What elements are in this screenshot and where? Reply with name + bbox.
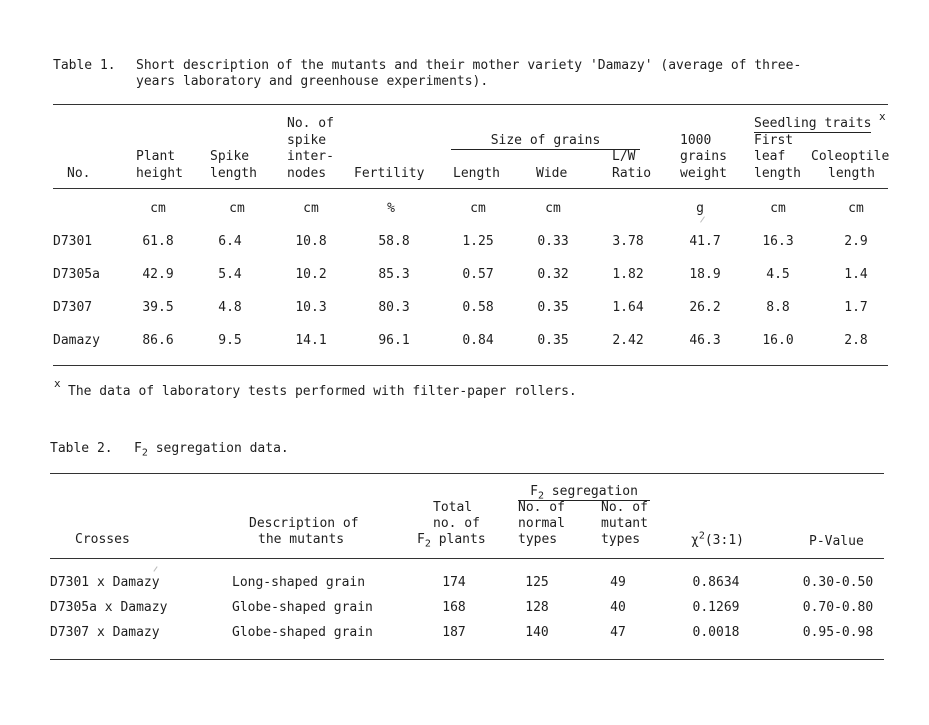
t2-total-f: F	[417, 532, 425, 547]
t1-header-seedling-mark: x	[879, 110, 886, 123]
table-cell: 85.3	[378, 267, 410, 282]
t2-header-normal-1: No. of	[518, 500, 565, 515]
t1-unit: cm	[229, 201, 245, 216]
t1-header-plant-2: height	[136, 166, 183, 181]
table1-top-rule	[53, 104, 888, 105]
t2-total-sub: 2	[424, 538, 431, 550]
table-cell: 140	[525, 625, 549, 640]
table-cell: 14.1	[295, 333, 327, 348]
t1-header-internodes-4: nodes	[287, 166, 327, 181]
table-cell: 39.5	[142, 300, 174, 315]
table-cell: 0.95-0.98	[802, 625, 874, 640]
t1-footnote: The data of laboratory tests performed with filter-paper rollers.	[68, 384, 577, 399]
table2-header-rule	[50, 558, 884, 559]
t1-header-seedling-traits: Seedling traits	[754, 116, 872, 131]
table-cell: 4.8	[218, 300, 242, 315]
table-cell: 10.8	[295, 234, 327, 249]
table-cell: 0.58	[462, 300, 494, 315]
t2-header-crosses: Crosses	[75, 532, 130, 547]
table-cell: D7307 x Damazy	[50, 625, 160, 640]
t1-header-lw-2: Ratio	[612, 166, 652, 181]
t1-header-lw-1: L/W	[612, 149, 636, 164]
t1-header-coleoptile-2: length	[828, 166, 875, 181]
table-cell: 1.64	[612, 300, 644, 315]
t2-total-plants: plants	[438, 532, 486, 547]
table-cell: 86.6	[142, 333, 174, 348]
table2-caption-title	[134, 441, 289, 457]
t1-header-wide: Wide	[536, 166, 568, 181]
table-cell: 5.4	[218, 267, 242, 282]
table-cell: 2.42	[612, 333, 644, 348]
t1-unit: %	[387, 201, 395, 216]
t1-header-length: Length	[453, 166, 500, 181]
table-cell: 168	[442, 600, 466, 615]
table-cell: 2.8	[844, 333, 868, 348]
table2-top-rule	[50, 473, 884, 474]
t2-caption-rest: segregation data.	[155, 441, 289, 456]
t1-header-spike-1: Spike	[210, 149, 250, 164]
table-cell: 8.8	[766, 300, 790, 315]
t2-header-chi	[691, 530, 744, 549]
t2-header-description-1: Description of	[249, 516, 359, 531]
t2-header-total-1: Total	[433, 500, 473, 515]
t1-footnote-mark: x	[54, 377, 61, 390]
t1-header-plant-1: Plant	[136, 149, 176, 164]
t1-unit: cm	[470, 201, 486, 216]
t1-header-spike-2: length	[210, 166, 257, 181]
table-cell: Globe-shaped grain	[232, 600, 373, 615]
table-cell: 3.78	[612, 234, 644, 249]
table-cell: Long-shaped grain	[232, 575, 366, 590]
table-cell: 6.4	[218, 234, 242, 249]
table2-caption-label: Table 2.	[50, 441, 113, 456]
table1-caption-line1: Short description of the mutants and their mother variety 'Damazy' (average of three-	[136, 58, 802, 73]
table-cell: 0.70-0.80	[802, 600, 874, 615]
table-cell: D7305a	[53, 267, 100, 282]
table-cell: 0.1269	[692, 600, 740, 615]
table-cell: 0.35	[537, 333, 569, 348]
t2-seg-rest: segregation	[551, 484, 638, 499]
table-cell: 0.84	[462, 333, 494, 348]
t1-header-weight-3: weight	[680, 166, 727, 181]
table-cell: 46.3	[689, 333, 721, 348]
t1-header-firstleaf-2: leaf	[754, 149, 786, 164]
table-cell: 18.9	[689, 267, 721, 282]
table-cell: D7301 x Damazy	[50, 575, 160, 590]
t2-seg-sub: 2	[537, 490, 544, 502]
t1-header-firstleaf-3: length	[754, 166, 801, 181]
t2-header-mutant-2: mutant	[601, 516, 648, 531]
t1-header-no: No.	[67, 166, 91, 181]
t1-header-weight-1: 1000	[680, 133, 712, 148]
table-cell: D7307	[53, 300, 93, 315]
t2-header-description-2: the mutants	[258, 532, 345, 547]
table-cell: 16.0	[762, 333, 794, 348]
t2-header-total-2: no. of	[433, 516, 480, 531]
table-cell: 96.1	[378, 333, 410, 348]
t1-header-internodes-3: inter-	[287, 149, 334, 164]
table-cell: 26.2	[689, 300, 721, 315]
t1-unit: cm	[848, 201, 864, 216]
table-cell: 174	[442, 575, 466, 590]
table-cell: 0.8634	[692, 575, 740, 590]
table-cell: 0.57	[462, 267, 494, 282]
table-cell: 125	[525, 575, 549, 590]
table-cell: 187	[442, 625, 466, 640]
table-cell: 0.0018	[692, 625, 740, 640]
t2-chi-rest: (3:1)	[704, 533, 744, 548]
t1-unit: cm	[303, 201, 319, 216]
t2-chi-sup: 2	[698, 530, 705, 542]
table-cell: 9.5	[218, 333, 242, 348]
table1-bottom-rule	[53, 365, 888, 366]
t1-unit: cm	[545, 201, 561, 216]
table1-caption-label: Table 1.	[53, 58, 116, 73]
table-cell: 1.7	[844, 300, 868, 315]
table-cell: 0.33	[537, 234, 569, 249]
t2-header-segregation	[518, 484, 650, 501]
table-cell: 0.35	[537, 300, 569, 315]
t1-header-coleoptile-1: Coleoptile	[811, 149, 890, 164]
t1-header-firstleaf-1: First	[754, 133, 794, 148]
table-cell: 1.82	[612, 267, 644, 282]
table-cell: 2.9	[844, 234, 868, 249]
t1-header-internodes-2: spike	[287, 133, 327, 148]
t2-header-mutant-1: No. of	[601, 500, 648, 515]
table-cell: 0.30-0.50	[802, 575, 874, 590]
t2-header-pvalue: P-Value	[809, 534, 864, 549]
t2-chi-symbol: χ	[691, 533, 699, 548]
table-cell: 4.5	[766, 267, 790, 282]
t1-unit: cm	[150, 201, 166, 216]
table-cell: 41.7	[689, 234, 721, 249]
t1-header-fertility: Fertility	[354, 166, 425, 181]
t1-header-weight-2: grains	[680, 149, 727, 164]
table-cell: 10.2	[295, 267, 327, 282]
table2-bottom-rule	[50, 659, 884, 660]
table-cell: 47	[610, 625, 626, 640]
t2-header-normal-3: types	[518, 532, 558, 547]
table-cell: D7305a x Damazy	[50, 600, 168, 615]
t1-header-size-of-grains: Size of grains	[451, 133, 640, 150]
table-cell: 80.3	[378, 300, 410, 315]
table-cell: 42.9	[142, 267, 174, 282]
t2-caption-f: F	[134, 441, 142, 456]
table-cell: 16.3	[762, 234, 794, 249]
table-cell: 1.4	[844, 267, 868, 282]
table-cell: 58.8	[378, 234, 410, 249]
table-cell: D7301	[53, 234, 93, 249]
table1-caption-line2: years laboratory and greenhouse experiments).	[136, 74, 489, 89]
t2-header-normal-2: normal	[518, 516, 565, 531]
table-cell: Damazy	[53, 333, 100, 348]
table-cell: 1.25	[462, 234, 494, 249]
table-cell: 40	[610, 600, 626, 615]
table1-header-rule	[53, 188, 888, 189]
t1-unit: cm	[770, 201, 786, 216]
table-cell: 61.8	[142, 234, 174, 249]
table-cell: 0.32	[537, 267, 569, 282]
t2-header-mutant-3: types	[601, 532, 641, 547]
t1-unit: g	[696, 201, 704, 216]
table-cell: 49	[610, 575, 626, 590]
table-cell: Globe-shaped grain	[232, 625, 373, 640]
scan-mark	[153, 566, 157, 571]
t2-caption-sub: 2	[141, 447, 148, 459]
t1-header-internodes-1: No. of	[287, 116, 334, 131]
table-cell: 10.3	[295, 300, 327, 315]
t2-header-total-3	[417, 532, 486, 548]
t2-seg-f: F	[530, 484, 538, 499]
scan-mark	[700, 216, 705, 222]
table-cell: 128	[525, 600, 549, 615]
